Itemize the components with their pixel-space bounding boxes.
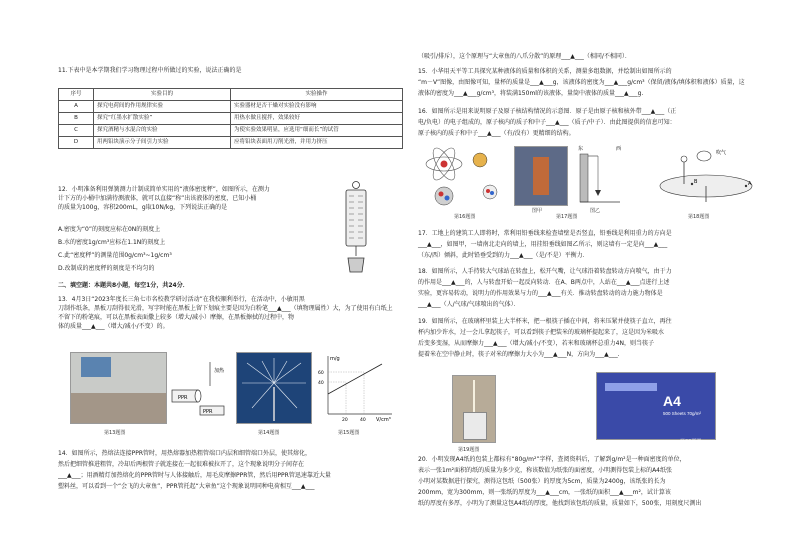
ppr-pipe-figure: [170, 352, 232, 422]
chopstick-shape: [473, 380, 475, 416]
table-cell: 探究酒精与水混合的实验: [94, 125, 231, 137]
table-cell: 用两铅块演示分子间引力实验: [94, 137, 231, 149]
q19-line: 19．如图所示，在玻璃杯里装上大半杯米，把一根筷子插在中间，将米压紧并使筷子直立，再往: [418, 318, 672, 325]
fig19-caption: 第19题图: [458, 447, 480, 453]
q13-line: 体的质量___▲___（增大/减小/不变）的。: [58, 323, 169, 330]
table-cell: D: [59, 137, 94, 149]
header-cell: 实验目的: [94, 89, 231, 101]
screen-shape: [81, 357, 111, 377]
atom-figure: [422, 144, 508, 212]
fig17b-label: 图乙: [590, 208, 601, 214]
y-tick-label: 60: [318, 371, 324, 376]
q12-option: C.此“密度秤”的测量范围0g/cm³~1g/cm³: [58, 252, 172, 259]
spring-scale-figure: [338, 180, 374, 280]
table-cell: 实验器材是否干燥对实验没有影响: [231, 101, 403, 113]
plumb-line-figure: [576, 144, 624, 206]
q18-line: 实验，更容易转动，说明力的作用效果与力的___▲___有关．推动转盘转动的动力施力物体是: [418, 290, 663, 297]
q13-line: 刀制作纸条，黑板刀刮得很光滑，写字时能在黑板上留下划痕主要是因为白粉笔___▲___（填物理属性）大，为了使用有白纸上: [58, 305, 393, 312]
octopus-photo: [236, 352, 312, 424]
q19-line: 杯内加少许水，过一会儿拿起筷子，可以看到筷子把装米的玻璃杯提起来了，这是因为米吸水: [418, 329, 665, 336]
fig17-caption: 第17题图: [556, 214, 578, 220]
x-tick-label: 40: [360, 418, 366, 422]
fig18-caption: 第18题图: [688, 214, 710, 220]
header-cell: 实验操作: [231, 89, 403, 101]
q16-line: 电/负电）的电子组成的，原子核内的质子和中子___▲___（质子/中子）．由此图提供的信息可知：: [418, 119, 676, 126]
q16-line: 原子核内的质子和中子___▲___（有/没有）更精细的结构。: [418, 130, 575, 137]
q12-option: B.水的密度1g/cm³应标在1.1N的刻度上: [58, 239, 166, 246]
table-cell: A: [59, 101, 94, 113]
worker-photo: [514, 146, 568, 206]
q11-table-wrap: [58, 88, 403, 149]
q20-text: [418, 454, 763, 509]
fig14-caption: 第14题图: [258, 430, 280, 436]
y-tick-label: 40: [318, 381, 324, 386]
table-header-row: [59, 89, 403, 101]
q20-line: 小明对某数据进行探究，测得这包纸（500张）的厚度为5cm，质量为2400g，该纸张的长为: [418, 478, 666, 485]
q12-line: 的质量为100g，容积200mL，g取10N/kg，下列说法正确的是: [58, 204, 228, 211]
classroom-photo: [70, 352, 167, 424]
q12-option: A.密度为“0”的刻度应标在0N的刻度上: [58, 226, 161, 233]
continued-text: （吸引/排斥），这个原理与“大章鱼的八爪分散”的原理___▲___（相同/不相同）．: [418, 53, 631, 60]
q18-line: 的作用是___▲___的，人与转盘开始一起反向转动．在A、B两点中，人站在___▲___点进行上述: [418, 279, 670, 286]
q12-stem: [58, 185, 328, 212]
header-cell: 序号: [59, 89, 94, 101]
section-heading: 二、填空题：本题共8小题，每空1分，共24分．: [58, 282, 189, 289]
table-cell: 应将铅块表面用刀削光滑，并用力挤压: [231, 137, 403, 149]
table-cell: 用热水做且搅拌，效果较好: [231, 113, 403, 125]
ppr-label: PPR: [178, 395, 188, 401]
q17-text: [418, 228, 763, 261]
point-a-label: A: [748, 181, 752, 187]
q11-table: [58, 88, 403, 149]
fig20-caption: 第20题图: [680, 439, 702, 445]
q20-line: 表示一张1m²面积的纸的质量为多少克，称该数值为纸张的面密度，小明测得包装上标的A4纸张: [418, 467, 672, 474]
blow-label: 吹气: [716, 150, 727, 156]
q13-line: 不留下的粉笔痕，可以在黑板表面撒上较多（增大/减小）摩擦，在黑板擦拭的过程中，物: [58, 314, 295, 321]
fig15-caption: 第15题图: [338, 430, 360, 436]
q17-line: ___▲___，如图甲，一墙南北走向的墙上，用挂铅垂线如图乙所示，则这墙有一定是向___▲___: [418, 241, 668, 248]
y-axis-label: m/g: [330, 356, 340, 362]
heat-label: 加热: [214, 368, 225, 374]
point-b-label: B: [694, 179, 698, 185]
q20-line: 200mm，宽为300mm，则一张纸的厚度为___▲___cm，一张纸的面积___▲___m²，试计算该: [418, 489, 671, 496]
q19-line: 提着米在空中静止时，筷子对米的摩擦力大小为___▲___N，方向为___▲___.: [418, 351, 620, 358]
mv-graph: [316, 352, 396, 422]
table-row: [59, 113, 403, 125]
q17-line: （东/西）倾斜，此时铅垂受到的力___▲___（是/不是）平衡力．: [418, 252, 589, 259]
table-row: [59, 125, 403, 137]
q14-line: 塑料丝，可以看到一个“会飞的大章鱼”，PPR管托起“大章鱼”这个现象说明同种电荷相互___▲___: [58, 483, 315, 490]
west-label: 西: [616, 146, 622, 152]
q20-line: 纸的厚度有多厚，小明为了测量这包A4纸的厚度，他找到该包纸的质量，质量如下，500张，用刻度尺测出: [418, 500, 702, 507]
q12-option: D.改制成的密度秤的刻度是不均匀的: [58, 265, 155, 272]
table-cell: 为使实验效果明显，应选用“细而长”的试管: [231, 125, 403, 137]
q12-options: [58, 223, 318, 275]
q11-stem: 11.下表中是本学期我们学习物理过程中所做过的实验，说法正确的是: [58, 67, 242, 74]
octopus-strands: [237, 353, 311, 423]
q16-line: 16．如图所示是用来说明原子及原子核结构情况的示意图．原子是由原子核和核外带___▲___（正: [418, 108, 677, 115]
a4-sub-text: 500 Sheets 70g/m²: [663, 411, 702, 416]
q12-line: 计下方的小桶中加满待测液体，就可以直接“称”出该液体的密度，已知小桶: [58, 195, 257, 202]
a4-package-photo: [596, 372, 716, 440]
q12-line: 12．小明准备利用弹簧测力计制成简单实用的“液体密度秤”，如图所示，在测力: [58, 186, 270, 193]
audience-shape: [71, 393, 166, 423]
table-cell: 探究电荷间的作用规律实验: [94, 101, 231, 113]
q14-line: ___▲___；用酒精灯加热熔化的PPR管时与人体接触后，用毛皮摩擦PPR管，然后用PPR管迅速靠近大量: [58, 472, 331, 479]
q15-line: 液体的密度为___▲___g/cm³，将装满150ml的该液体，量筒中液体的质量___▲___g.: [418, 90, 644, 97]
table-cell: 探究“红墨水扩散实验”: [94, 113, 231, 125]
package-band: [605, 383, 657, 391]
fig13-caption: 第13题图: [104, 430, 126, 436]
q16-text: [418, 106, 763, 139]
table-cell: B: [59, 113, 94, 125]
q15-line: “m－V”图像，由图像可知，量杯的质量是___▲___g，该液体的密度为___▲___g/cm³（保留/液体/填体积和液体）质量，这: [418, 79, 745, 86]
q14-text: [58, 448, 403, 492]
q13-text: [58, 295, 403, 331]
table-row: [59, 101, 403, 113]
q17-line: 17．工地上的建筑工人即将时，常利用铅垂线来检查墙壁是否竖直，铅垂线是利用重力的方向是: [418, 230, 672, 237]
worker-shape: [533, 157, 549, 195]
q15-text: [418, 66, 763, 99]
rice-cup-photo: [452, 375, 496, 443]
ppr-label: PPR: [203, 409, 213, 415]
q19-text: [418, 316, 763, 360]
table-cell: C: [59, 125, 94, 137]
q14-line: 14．如图所示，热熔法连接PPR管时，用热熔器加热粗管端口内层和细管端口外层，使其熔化，: [58, 450, 312, 457]
table-row: [59, 137, 403, 149]
east-label: 东: [578, 146, 584, 152]
q15-line: 15．小华用天平等工具探究某种液体的质量和体积的关系，测量多组数据，并绘制出如图所示的: [418, 68, 672, 75]
q13-line: 13．4月3日“2023年度长三角七市名校教学研讨活动”在我校顺利举行，在活动中，小敏用黑: [58, 296, 305, 303]
q20-line: 20．小明发现A4纸的包装上都标有“80g/m²”字样，查阅资料后，了解到g/m²是一种面密度的单位，: [418, 456, 686, 463]
fig16-caption: 第16题图: [454, 214, 476, 220]
q18-text: [418, 266, 763, 310]
q19-line: 后变多变湿，从而摩擦力___▲___（增大/减小/不变），若米和玻璃杯总重力4N，则当筷子: [418, 340, 654, 347]
q18-line: 18．如图所示，人手持转大气球站在转盘上，松开气嘴，让气球沿着转盘转动方向喷气，由于力: [418, 268, 672, 275]
x-axis-label: V/cm³: [376, 417, 391, 422]
a4-text: A4: [663, 393, 681, 409]
x-tick-label: 20: [342, 418, 348, 422]
q14-line: 然后把细管推进粗管，冷却后两根管子就连接在一起很难被拉开了，这个现象说明分子间存在: [58, 461, 305, 468]
fig17a-label: 图甲: [532, 208, 543, 214]
turntable-figure: [650, 146, 762, 208]
q18-line: ___▲___（人/气球/气球喷出的气体）．: [418, 301, 520, 308]
cup-shape: [463, 412, 487, 440]
